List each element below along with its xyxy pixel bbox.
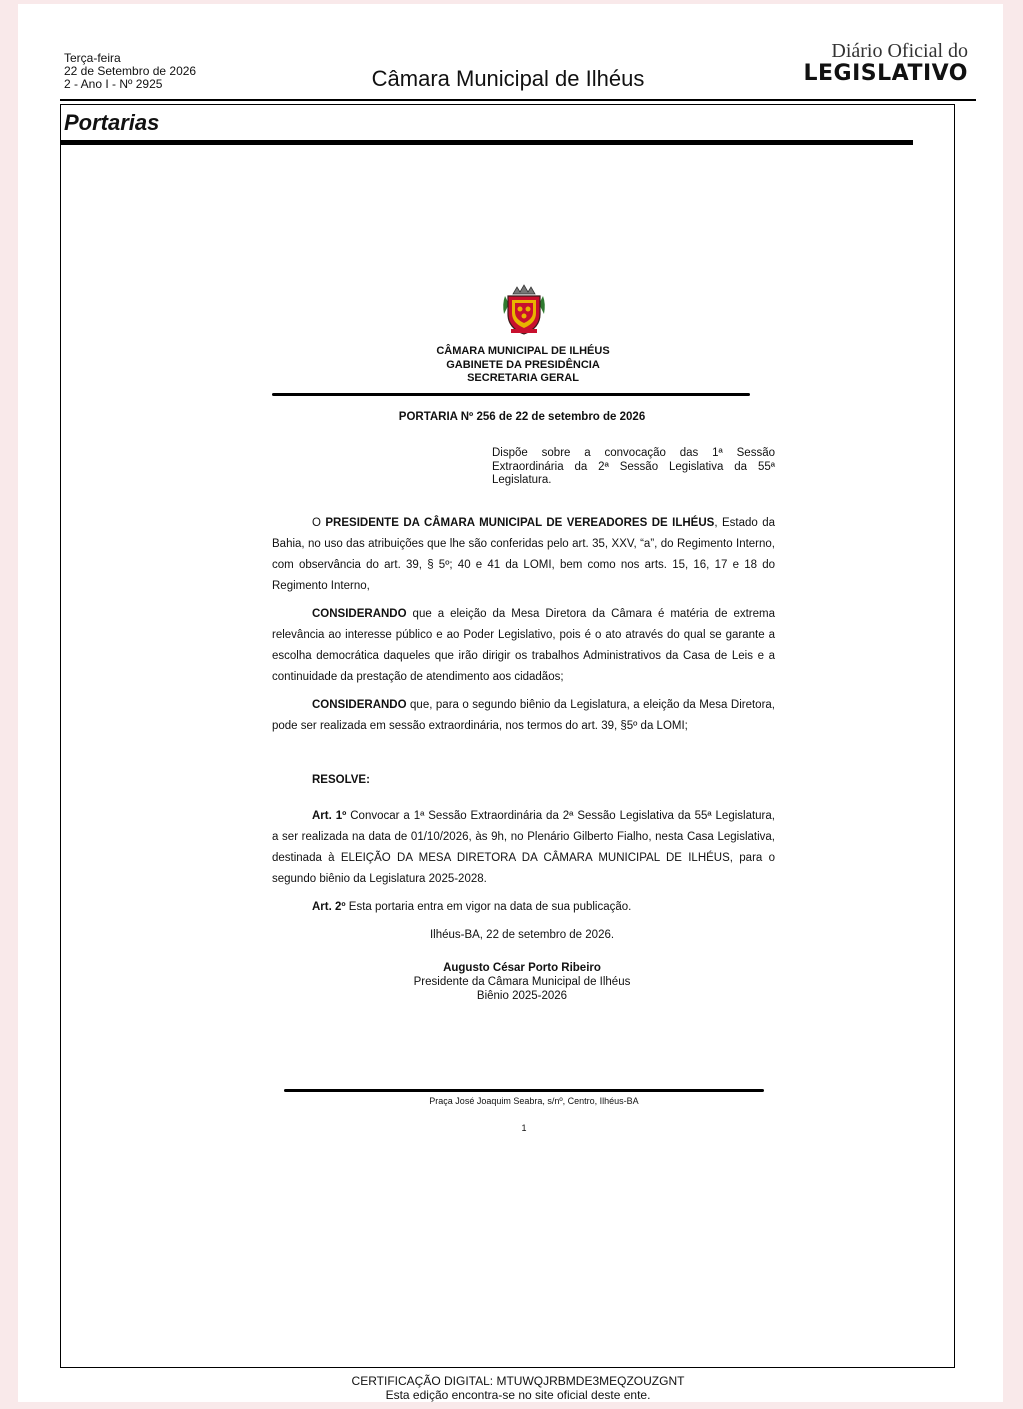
- considerando-label: CONSIDERANDO: [312, 608, 407, 620]
- issue-info: [64, 52, 196, 91]
- signer-term: Biênio 2025-2026: [476, 990, 568, 1002]
- preamble-text: , Estado da Bahia, no uso das atribuições que lhe são conferidas pelo art. 35, XXV, “a”, do Regimento Interno, com observância do art. 39, § 5º; 40 e 41 da LOMI, bem como nos arts. 15, 16, 17 e 18 do Regimento Interno,: [272, 517, 775, 592]
- certification-footer: [208, 1374, 828, 1402]
- document-divider: [272, 393, 750, 396]
- header-title: Câmara Municipal de Ilhéus: [371, 66, 645, 91]
- considerando-paragraph-1: [272, 604, 775, 688]
- signer-name: Augusto César Porto Ribeiro: [443, 962, 601, 974]
- section-divider: [61, 140, 913, 145]
- article-2: [272, 897, 775, 918]
- considerando-label: CONSIDERANDO: [312, 699, 407, 711]
- resolve-heading: RESOLVE:: [312, 774, 370, 786]
- org-secretariat: SECRETARIA GERAL: [467, 372, 579, 384]
- preamble-paragraph: [272, 513, 775, 597]
- page-number: 1: [521, 1123, 527, 1133]
- brand-line-1: Diário Oficial do: [831, 40, 968, 62]
- org-department: GABINETE DA PRESIDÊNCIA: [446, 358, 600, 371]
- address: Praça José Joaquim Seabra, s/nº, Centro, Ilhéus-BA: [429, 1096, 639, 1106]
- footer-divider: [284, 1089, 764, 1092]
- digital-certification: CERTIFICAÇÃO DIGITAL: MTUWQJRBMDE3MEQZOUZGNT: [351, 1374, 685, 1388]
- article-text: Convocar a 1ª Sessão Extraordinária da 2ª Sessão Legislativa da 55ª Legislatura, a ser realizada na data de 01/10/2026, às 9h, no Plenário Gilberto Fialho, nesta Casa Legislativa, destinada à ELEIÇÃO DA MESA DIRETORA DA CÂMARA MUNICIPAL DE ILHÉUS, para o segundo biênio da Legislatura 2025-2028.: [272, 810, 775, 885]
- header-divider: [60, 99, 976, 101]
- page-sheet: [18, 4, 1003, 1402]
- ementa: Dispõe sobre a convocação das 1ª Sessão Extraordinária da 2ª Sessão Legislativa da 55ª Legislatura.: [492, 447, 775, 486]
- signature-block: [272, 961, 772, 1003]
- coat-of-arms-icon: [501, 284, 547, 336]
- article-label: Art. 1º: [312, 810, 347, 822]
- considerando-text: que, para o segundo biênio da Legislatura, a eleição da Mesa Diretora, pode ser realizada em sessão extraordinária, nos termos do art. 39, §5º da LOMI;: [272, 699, 775, 732]
- article-1: [272, 806, 775, 890]
- place-and-date: Ilhéus-BA, 22 de setembro de 2026.: [429, 929, 615, 941]
- brand-logo: [778, 40, 968, 86]
- portaria-title: PORTARIA Nº 256 de 22 de setembro de 2026: [398, 411, 646, 423]
- article-label: Art. 2º: [312, 901, 346, 913]
- preamble-prefix: O: [312, 517, 326, 529]
- considerando-text: que a eleição da Mesa Diretora da Câmara é matéria de extrema relevância ao interesse público e ao Poder Legislativo, pois é o ato através do qual se garante a escolha democrática daqueles que irão dirigir os trabalhos Administrativos da Casa de Leis e a continuidade da prestação de atendimento aos cidadãos;: [272, 608, 775, 683]
- issue-edition: 2 - Ano I - Nº 2925: [64, 77, 163, 91]
- issue-weekday: Terça-feira: [64, 51, 121, 65]
- issue-date: 22 de Setembro de 2026: [64, 64, 197, 78]
- edition-note: Esta edição encontra-se no site oficial deste ente.: [385, 1388, 651, 1402]
- section-title: Portarias: [64, 110, 160, 135]
- considerando-paragraph-2: [272, 695, 775, 737]
- signer-role: Presidente da Câmara Municipal de Ilhéus: [413, 976, 631, 988]
- issuing-organization: [318, 345, 728, 386]
- org-name: CÂMARA MUNICIPAL DE ILHÉUS: [436, 345, 610, 357]
- president-title: PRESIDENTE DA CÂMARA MUNICIPAL DE VEREADORES DE ILHÉUS: [325, 517, 715, 529]
- article-text: Esta portaria entra em vigor na data de sua publicação.: [345, 901, 632, 913]
- brand-line-2: LEGISLATIVO: [803, 61, 968, 86]
